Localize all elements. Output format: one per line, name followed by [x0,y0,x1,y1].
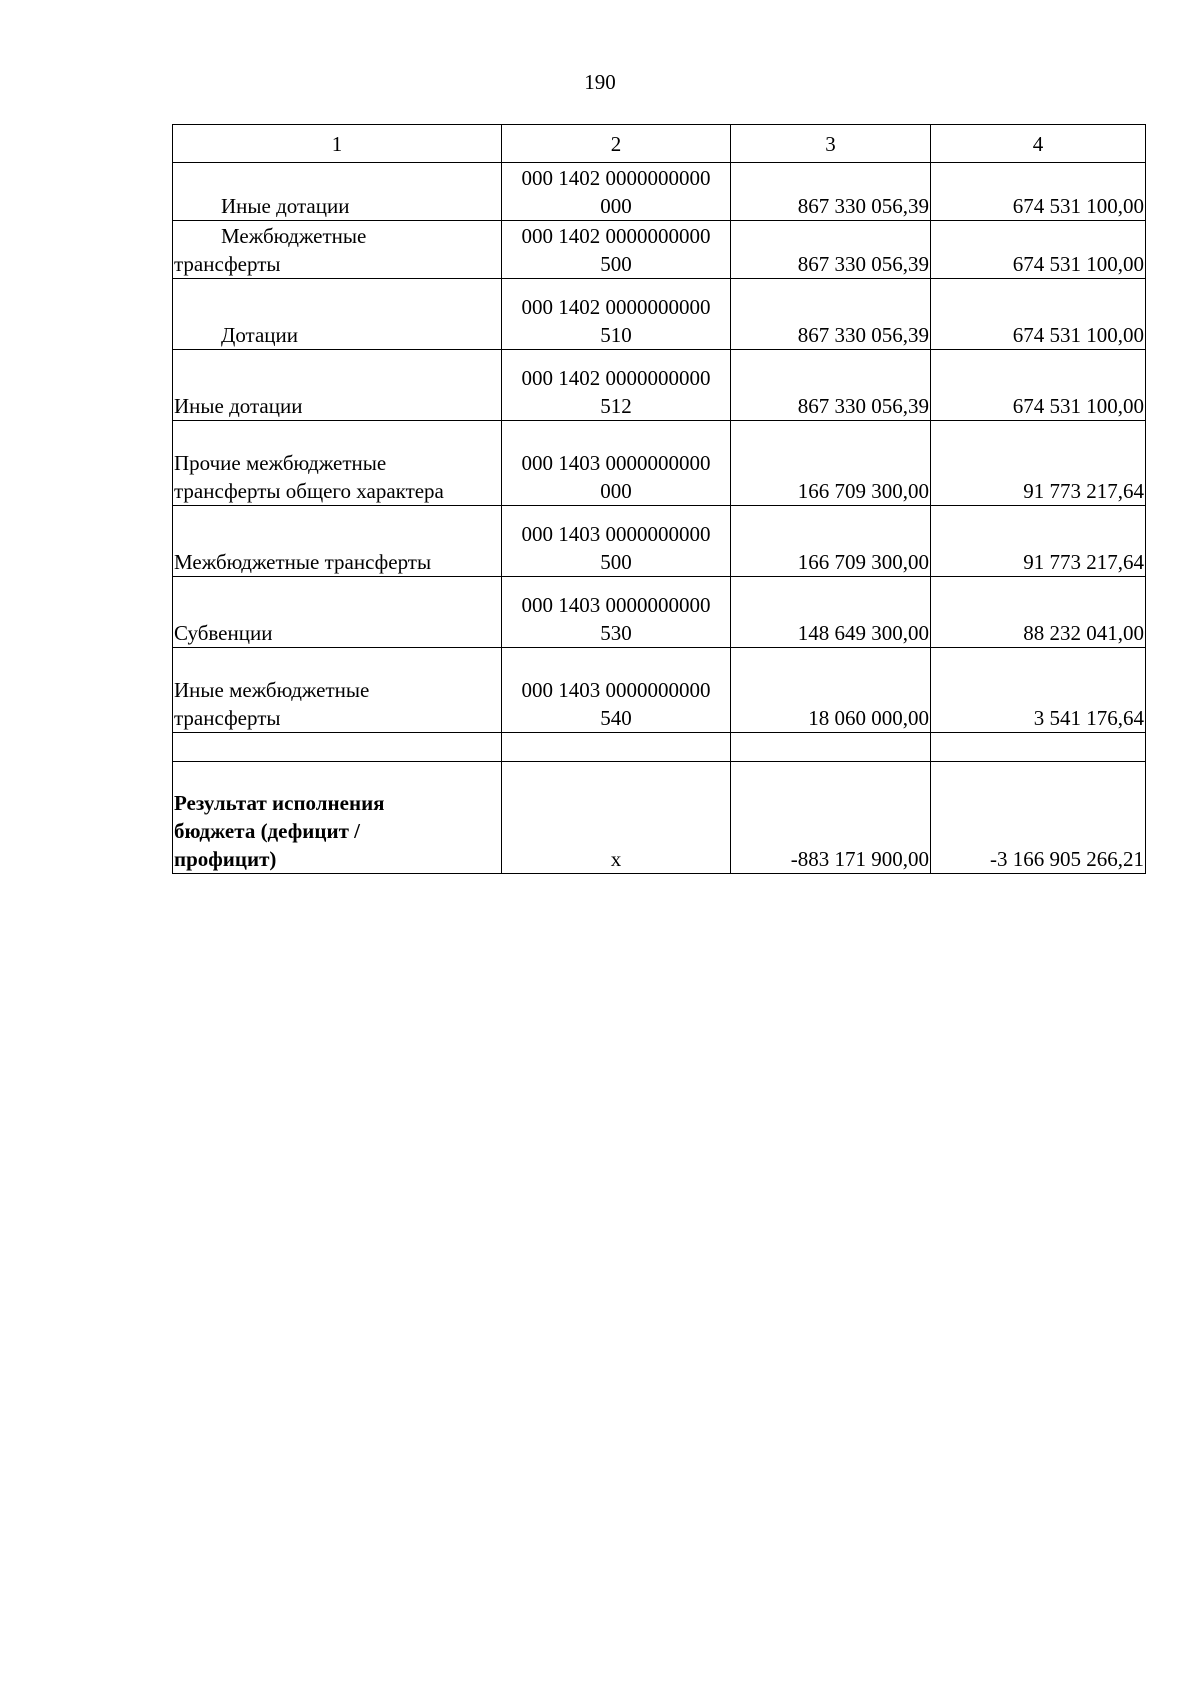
code-line-1: 000 1402 0000000000 [521,166,711,190]
code-line-2: 540 [600,706,632,730]
name-line-2: трансферты [174,706,281,730]
row-col4: 91 773 217,64 [931,421,1146,506]
header-row [173,125,1146,163]
result-name [173,762,502,874]
row-name: Иные дотации [173,163,502,221]
row-col4: 3 541 176,64 [931,648,1146,733]
row-col3: 867 330 056,39 [731,163,931,221]
row-name: Дотации [173,279,502,350]
result-col3: -883 171 900,00 [731,762,931,874]
row-col4: 674 531 100,00 [931,221,1146,279]
row-col3: 18 060 000,00 [731,648,931,733]
name-line-1: Межбюджетные [221,224,367,248]
row-code [502,577,731,648]
row-col3: 148 649 300,00 [731,577,931,648]
header-col-2: 2 [502,125,731,163]
row-name: Межбюджетные трансферты [173,506,502,577]
row-code [502,648,731,733]
row-name: Субвенции [173,577,502,648]
code-line-1: 000 1403 0000000000 [521,451,711,475]
row-name [173,733,502,762]
row-code [502,733,731,762]
row-col3: 166 709 300,00 [731,421,931,506]
row-col3: 867 330 056,39 [731,279,931,350]
code-line-2: 530 [600,621,632,645]
row-code [502,350,731,421]
row-code [502,221,731,279]
row-col3: 867 330 056,39 [731,221,931,279]
name-line-1: Иные межбюджетные [174,678,370,702]
code-line-2: 512 [600,394,632,418]
row-name: Иные дотации [173,350,502,421]
row-col4 [931,733,1146,762]
name-line-1: Прочие межбюджетные [174,451,387,475]
result-name-line-1: Результат исполнения [174,791,385,815]
code-line-1: 000 1402 0000000000 [521,295,711,319]
result-row [173,762,1146,874]
row-col4: 91 773 217,64 [931,506,1146,577]
code-line-1: 000 1402 0000000000 [521,366,711,390]
row-name [173,648,502,733]
row-col3 [731,733,931,762]
budget-table [172,124,1146,874]
row-col4: 88 232 041,00 [931,577,1146,648]
code-line-1: 000 1403 0000000000 [521,522,711,546]
result-name-line-2: бюджета (дефицит / [174,819,360,843]
row-col3: 166 709 300,00 [731,506,931,577]
name-line-2: трансферты общего характера [174,479,444,503]
row-name [173,221,502,279]
table-row-empty [173,733,1146,762]
table-row [173,163,1146,221]
code-line-1: 000 1403 0000000000 [521,678,711,702]
table-row [173,577,1146,648]
header-col-4: 4 [931,125,1146,163]
page-number: 190 [584,70,616,94]
code-line-2: 500 [600,252,632,276]
code-line-2: 510 [600,323,632,347]
code-line-1: 000 1402 0000000000 [521,224,711,248]
table-row [173,350,1146,421]
table-row [173,421,1146,506]
row-code [502,506,731,577]
row-code [502,279,731,350]
code-line-2: 000 [600,479,632,503]
row-col3: 867 330 056,39 [731,350,931,421]
name-line-2: трансферты [174,252,281,276]
result-code: x [502,762,731,874]
code-line-1: 000 1403 0000000000 [521,593,711,617]
table-row [173,279,1146,350]
row-col4: 674 531 100,00 [931,350,1146,421]
table-row [173,506,1146,577]
code-line-2: 500 [600,550,632,574]
row-code [502,163,731,221]
row-code [502,421,731,506]
header-col-3: 3 [731,125,931,163]
result-name-line-3: профицит) [174,847,277,871]
row-name [173,421,502,506]
header-col-1: 1 [173,125,502,163]
row-col4: 674 531 100,00 [931,279,1146,350]
result-col4: -3 166 905 266,21 [931,762,1146,874]
table-row [173,648,1146,733]
code-line-2: 000 [600,194,632,218]
table-row [173,221,1146,279]
row-col4: 674 531 100,00 [931,163,1146,221]
